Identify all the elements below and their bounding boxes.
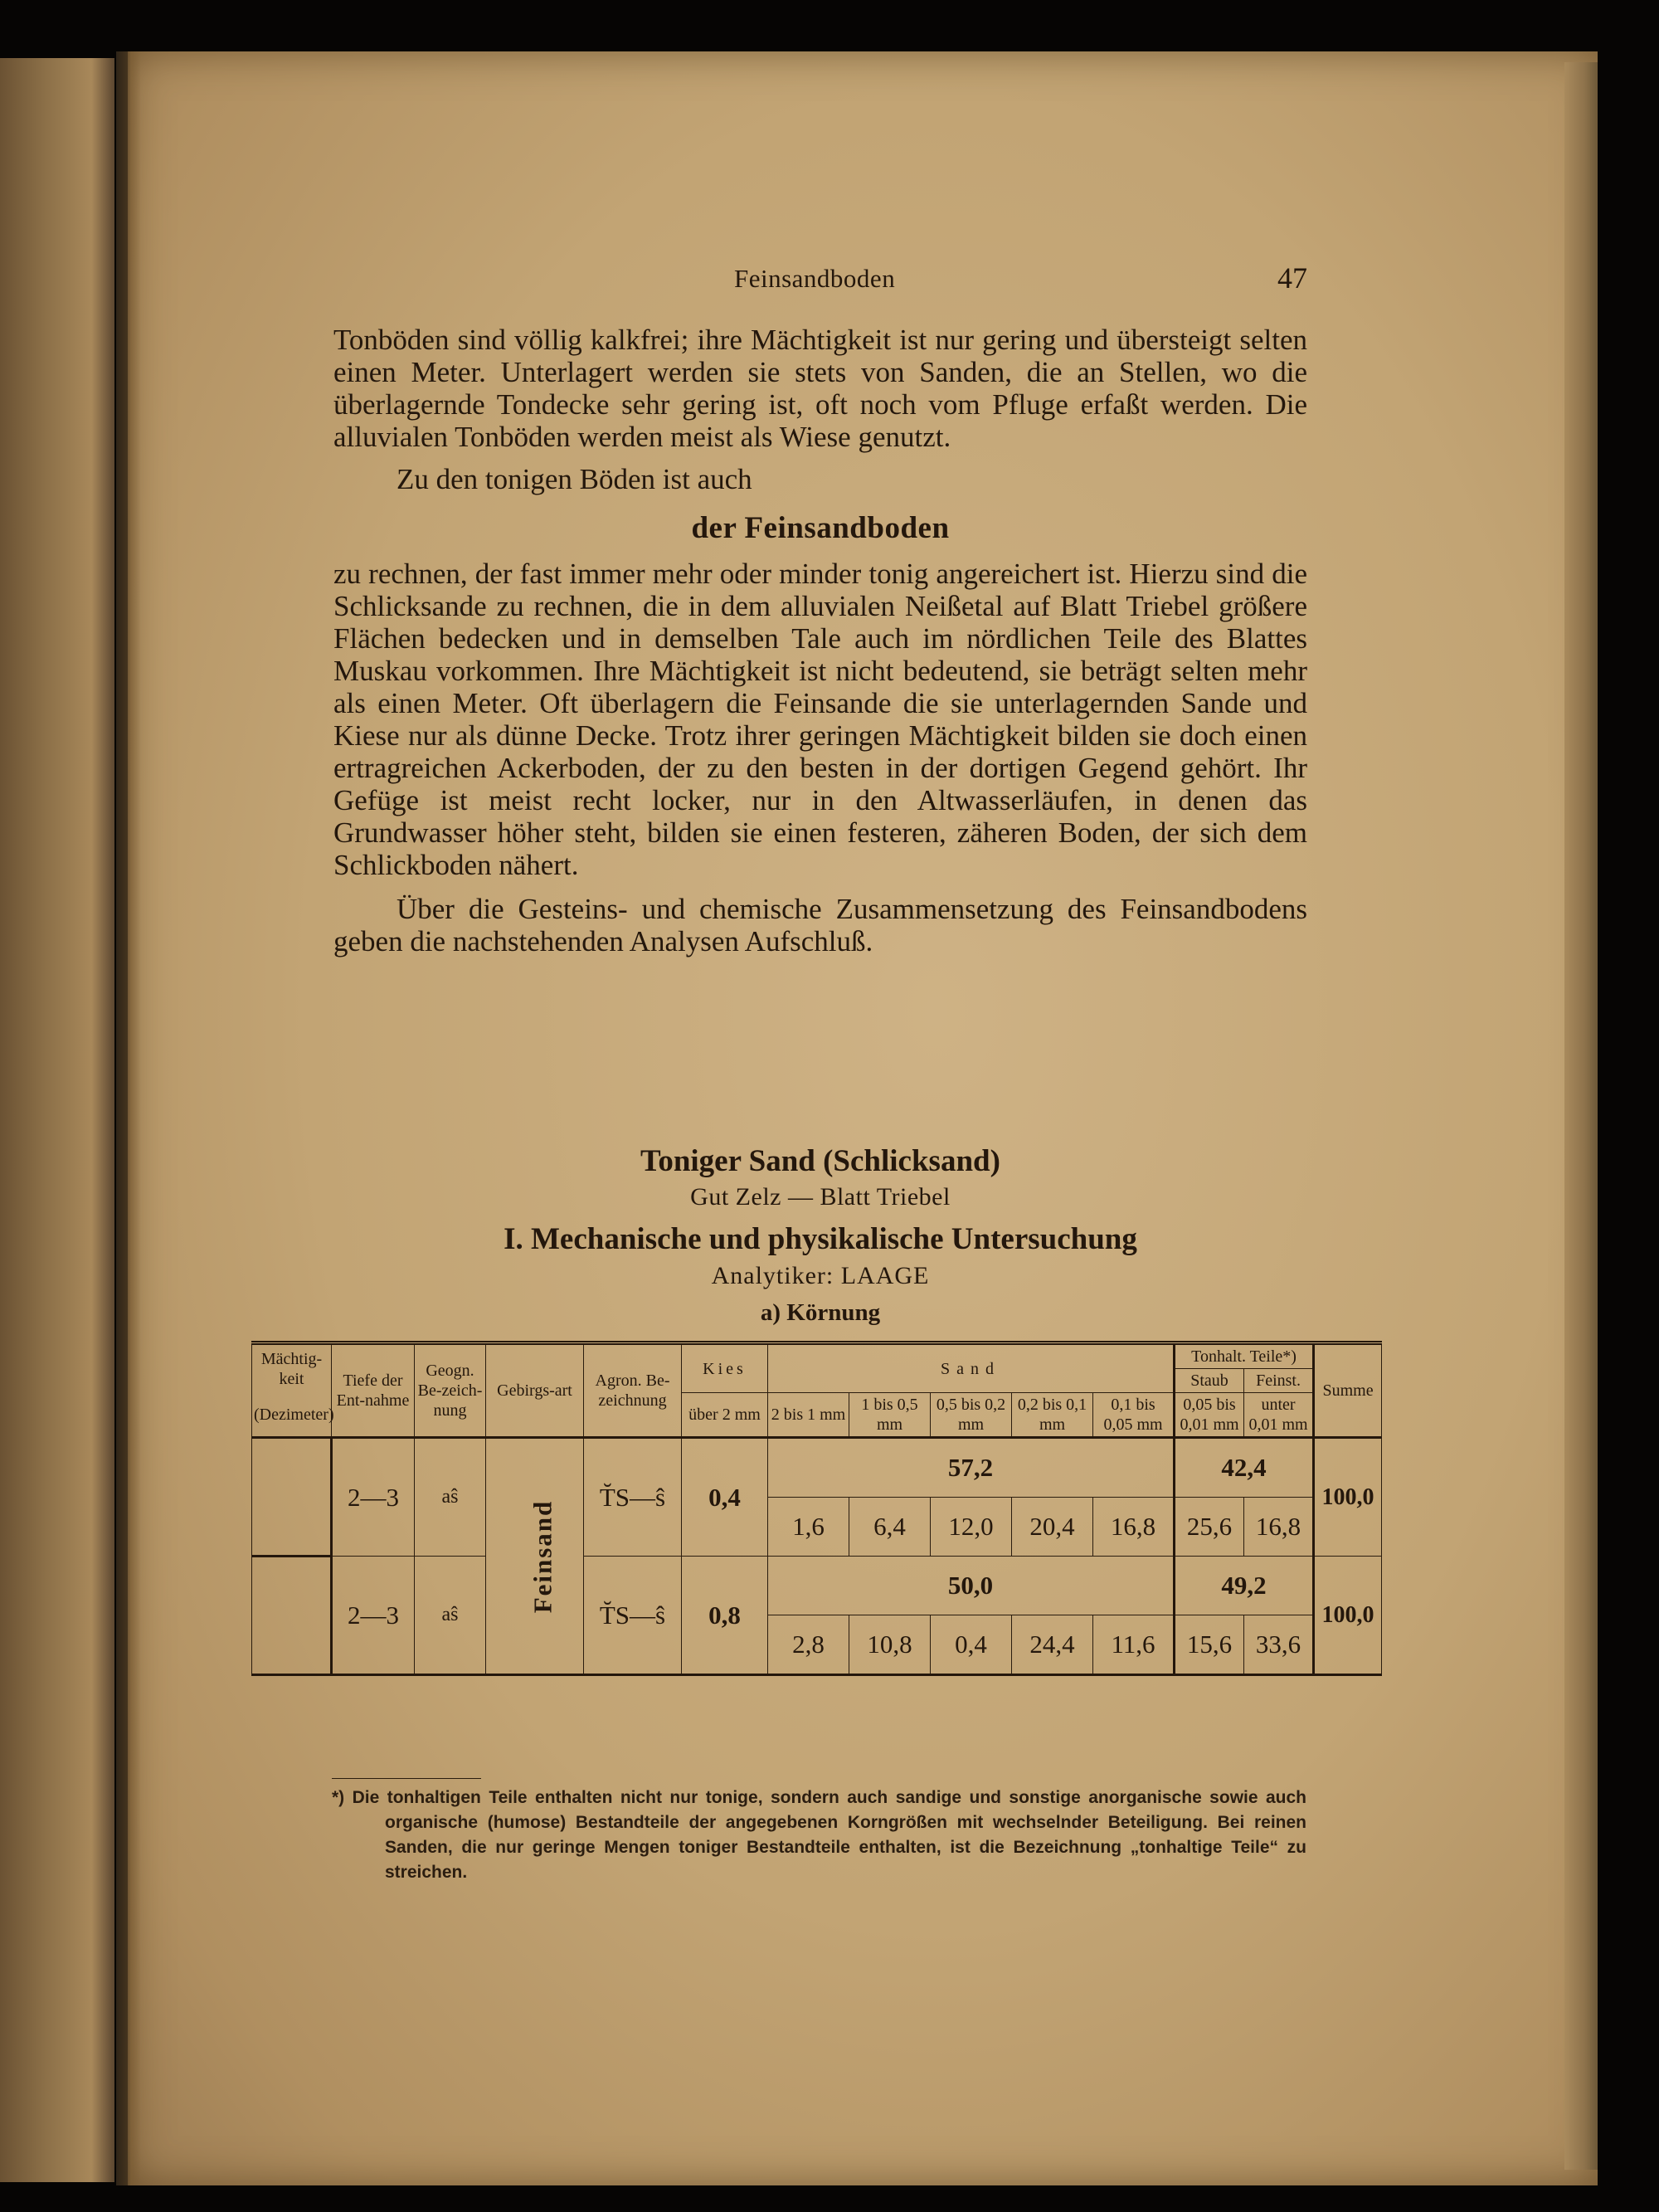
cell-summe: 100,0	[1314, 1557, 1382, 1675]
analysis-title-block	[333, 1141, 1307, 1333]
cell-ton-total: 42,4	[1175, 1438, 1314, 1498]
header-sand: Sand	[768, 1343, 1175, 1393]
cell-geogn: aŝ	[415, 1438, 486, 1557]
table-container	[251, 1341, 1381, 1676]
cell-sand-total: 57,2	[768, 1438, 1175, 1498]
cell-maechtigkeit	[252, 1557, 332, 1675]
cell-feinst: 16,8	[1244, 1498, 1314, 1557]
header-staub: Staub	[1175, 1369, 1244, 1393]
body-text	[333, 324, 1307, 957]
cell-sand-4: 24,4	[1012, 1615, 1093, 1675]
header-agron: Agron. Be-zeichnung	[584, 1343, 682, 1438]
cell-sand-1: 2,8	[768, 1615, 849, 1675]
section-heading: der Feinsandboden	[691, 511, 950, 545]
header-summe: Summe	[1314, 1343, 1382, 1438]
cell-geogn: aŝ	[415, 1557, 486, 1675]
spine-shadow	[116, 51, 141, 2185]
page-stack-edge	[1564, 62, 1598, 2170]
gebirgsart-value: Feinsand	[528, 1499, 557, 1613]
paragraph: Tonböden sind völlig kalkfrei; ihre Mächtigkeit ist nur gering und übersteigt selten einen Meter. Unterlagert werden sie stets von Sanden, die an Stellen, wo die überlagernde Tondecke sehr gering ist, oft noch vom Pfluge erfaßt werden. Die alluvialen Tonböden werden meist als Wiese genutzt.	[333, 324, 1307, 453]
cell-sand-5: 16,8	[1093, 1498, 1175, 1557]
cell-feinst: 33,6	[1244, 1615, 1314, 1675]
footnote	[332, 1786, 1306, 1885]
header-kies: Kies	[682, 1343, 768, 1393]
table-row	[252, 1557, 1382, 1615]
header-tonhalt: Tonhalt. Teile*)	[1175, 1343, 1314, 1369]
header-tiefe: Tiefe der Ent-nahme	[332, 1343, 415, 1438]
analysis-subtitle: I. Mechanische und physikalische Untersuchung	[504, 1222, 1137, 1256]
cell-ton-total: 49,2	[1175, 1557, 1314, 1615]
grain-size-table	[251, 1341, 1382, 1676]
cell-sand-4: 20,4	[1012, 1498, 1093, 1557]
cell-kies: 0,8	[682, 1557, 768, 1675]
cell-staub: 15,6	[1175, 1615, 1244, 1675]
header-dezimeter: (Dezimeter)	[252, 1393, 332, 1438]
cell-summe: 100,0	[1314, 1438, 1382, 1557]
cell-staub: 25,6	[1175, 1498, 1244, 1557]
cell-maechtigkeit	[252, 1438, 332, 1557]
cell-sand-2: 6,4	[849, 1498, 931, 1557]
table-title: a) Körnung	[760, 1299, 881, 1326]
cell-sand-total: 50,0	[768, 1557, 1175, 1615]
header-sand-1: 2 bis 1 mm	[768, 1393, 849, 1438]
header-geogn: Geogn. Be-zeich-nung	[415, 1343, 486, 1438]
header-maechtigkeit: Mächtig-keit	[252, 1343, 332, 1393]
cell-agron: T̆S—ŝ	[584, 1438, 682, 1557]
paragraph: zu rechnen, der fast immer mehr oder minder tonig angereichert ist. Hierzu sind die Schlicksande zu rechnen, die in dem alluvialen Neißetal auf Blatt Triebel größere Flächen bedecken und in demselben Tale auch im nördlichen Teile des Blattes Muskau vorkommen. Ihre Mächtigkeit ist nicht bedeutend, sie beträgt selten mehr als einen Meter. Oft überlagern die Feinsande die sie unterlagernden Sande und Kiese nur als dünne Decke. Trotz ihrer geringen Mächtigkeit bilden sie doch einen ertragreichen Ackerboden, der zu den besten in der dortigen Gegend gehört. Ihr Gefüge ist meist recht locker, nur in den Altwasserläufen, in denen das Grundwasser höher steht, bilden sie einen festeren, zäheren Boden, der sich dem Schlickboden nähert.	[333, 558, 1307, 881]
cell-sand-3: 12,0	[931, 1498, 1012, 1557]
header-staub-sub: 0,05 bis 0,01 mm	[1175, 1393, 1244, 1438]
footnote-text: *) Die tonhaltigen Teile enthalten nicht nur tonige, sondern auch sandige und sonstige anorganische sowie auch organische (humose) Bestandteile der angegebenen Korngrößen mit wechselnder Beteiligung. Bei reinen Sanden, die nur geringe Mengen toniger Bestandteile enthalten, ist die Bezeichnung „tonhaltige Teile“ zu streichen.	[332, 1788, 1306, 1882]
cell-tiefe: 2—3	[332, 1438, 415, 1557]
cell-sand-2: 10,8	[849, 1615, 931, 1675]
analyst-name: Analytiker: LAAGE	[711, 1262, 930, 1289]
running-header: Feinsandboden	[734, 264, 896, 293]
header-kies-sub: über 2 mm	[682, 1393, 768, 1438]
header-feinst: Feinst.	[1244, 1369, 1314, 1393]
cell-gebirgsart	[486, 1438, 584, 1675]
cell-kies: 0,4	[682, 1438, 768, 1557]
facing-page-edge	[0, 58, 114, 2182]
header-sand-5: 0,1 bis 0,05 mm	[1093, 1393, 1175, 1438]
cell-tiefe: 2—3	[332, 1557, 415, 1675]
cell-sand-3: 0,4	[931, 1615, 1012, 1675]
cell-agron: T̆S—ŝ	[584, 1557, 682, 1675]
header-gebirgsart: Gebirgs-art	[486, 1343, 584, 1438]
header-feinst-sub: unter 0,01 mm	[1244, 1393, 1314, 1438]
page-number: 47	[1277, 261, 1307, 295]
cell-sand-5: 11,6	[1093, 1615, 1175, 1675]
header-sand-2: 1 bis 0,5 mm	[849, 1393, 931, 1438]
paragraph: Über die Gesteins- und chemische Zusammensetzung des Feinsandbodens geben die nachstehenden Analysen Aufschluß.	[333, 893, 1307, 957]
analysis-title: Toniger Sand (Schlicksand)	[640, 1144, 1000, 1178]
table-row	[252, 1438, 1382, 1498]
footnote-rule	[332, 1778, 481, 1779]
analysis-location: Gut Zelz — Blatt Triebel	[690, 1183, 951, 1211]
header-sand-3: 0,5 bis 0,2 mm	[931, 1393, 1012, 1438]
header-sand-4: 0,2 bis 0,1 mm	[1012, 1393, 1093, 1438]
cell-sand-1: 1,6	[768, 1498, 849, 1557]
paragraph: Zu den tonigen Böden ist auch	[397, 463, 752, 495]
